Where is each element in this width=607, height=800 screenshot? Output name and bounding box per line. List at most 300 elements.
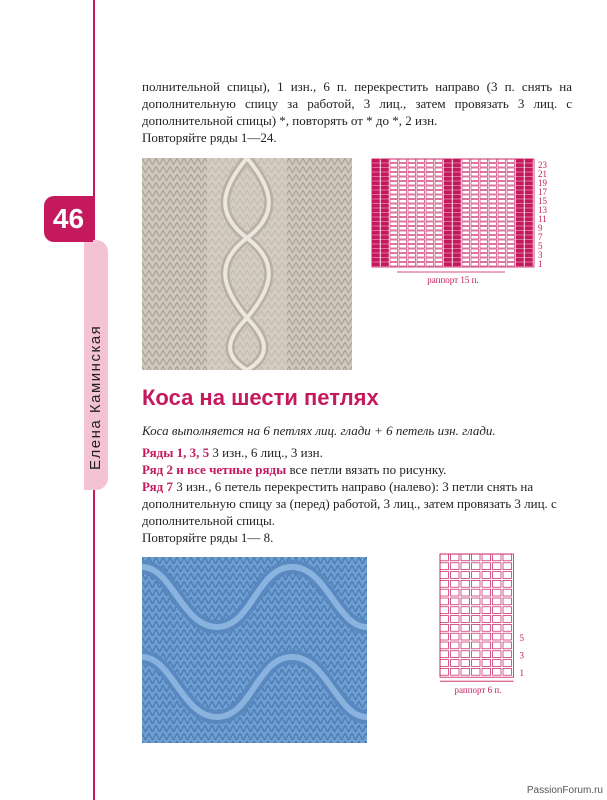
- chart1-cell: [471, 173, 479, 177]
- chart1-cell: [435, 227, 443, 231]
- chart2-cell: [461, 563, 470, 570]
- chart1-cell: [507, 159, 515, 163]
- chart1-cell: [516, 168, 524, 172]
- chart1-cell: [498, 227, 506, 231]
- chart2-cell: [461, 642, 470, 649]
- chart1-cell: [507, 249, 515, 253]
- chart1-cell: [480, 231, 488, 235]
- chart1-cell: [417, 218, 425, 222]
- chart1-cell: [435, 186, 443, 190]
- chart1-row-label: 15: [538, 196, 547, 206]
- chart1-row-label: 23: [538, 160, 547, 170]
- chart1-cell: [390, 200, 398, 204]
- chart1-cell: [399, 182, 407, 186]
- chart1-cell: [399, 177, 407, 181]
- chart1-cell: [444, 258, 452, 262]
- chart1-cell: [390, 245, 398, 249]
- chart1-cell: [444, 191, 452, 195]
- chart1-cell: [453, 191, 461, 195]
- chart2-cell: [472, 624, 481, 631]
- chart1-cell: [381, 159, 389, 163]
- chart1-cell: [516, 173, 524, 177]
- chart2-cell: [440, 660, 449, 667]
- chart1-cell: [381, 209, 389, 213]
- chart1-cell: [480, 240, 488, 244]
- chart1-cell: [417, 213, 425, 217]
- chart1-cell: [516, 200, 524, 204]
- chart2-cell: [440, 598, 449, 605]
- chart1-cell: [390, 173, 398, 177]
- chart1-cell: [489, 245, 497, 249]
- rows-1-3-5: [142, 444, 572, 461]
- chart1-cell: [417, 159, 425, 163]
- chart1-cell: [417, 231, 425, 235]
- chart1-cell: [516, 204, 524, 208]
- chart1-cell: [489, 209, 497, 213]
- chart1-cell: [453, 222, 461, 226]
- chart2-cell: [472, 589, 481, 596]
- chart1-cell: [462, 227, 470, 231]
- page-number: 46: [52, 203, 85, 234]
- chart1-cell: [426, 222, 434, 226]
- chart1-cell: [435, 200, 443, 204]
- chart1-cell: [525, 231, 533, 235]
- chart1-cell: [525, 240, 533, 244]
- chart1-cell: [426, 240, 434, 244]
- chart1-cell: [399, 249, 407, 253]
- chart1-cell: [507, 168, 515, 172]
- chart1-cell: [435, 213, 443, 217]
- chart2-cell: [482, 598, 491, 605]
- chart1-cell: [399, 209, 407, 213]
- chart2-cell: [461, 633, 470, 640]
- chart1-row-label: 13: [538, 205, 547, 215]
- chart1-cell: [408, 213, 416, 217]
- chart2-cell: [440, 589, 449, 596]
- chart1-cell: [426, 209, 434, 213]
- chart1-cell: [444, 231, 452, 235]
- chart1-row-label: 9: [538, 223, 543, 233]
- chart1-cell: [480, 177, 488, 181]
- chart1-cell: [462, 204, 470, 208]
- chart1-cell: [417, 240, 425, 244]
- chart1-cell: [507, 204, 515, 208]
- chart1-cell: [444, 182, 452, 186]
- chart1-cell: [399, 245, 407, 249]
- chart1-cell: [480, 200, 488, 204]
- chart1-cell: [462, 168, 470, 172]
- chart1-cell: [417, 173, 425, 177]
- chart1-cell: [408, 258, 416, 262]
- chart1-cell: [462, 240, 470, 244]
- chart1-cell: [462, 236, 470, 240]
- chart1-cell: [417, 236, 425, 240]
- knit-chart-1: [368, 155, 563, 290]
- chart2-cell: [503, 651, 512, 658]
- chart2-cell: [493, 651, 502, 658]
- chart1-cell: [498, 218, 506, 222]
- chart1-cell: [525, 173, 533, 177]
- chart1-cell: [498, 159, 506, 163]
- chart1-cell: [453, 213, 461, 217]
- chart1-cell: [507, 254, 515, 258]
- chart2-cell: [493, 580, 502, 587]
- chart2-cell: [503, 660, 512, 667]
- chart1-cell: [408, 263, 416, 267]
- chart1-cell: [372, 168, 380, 172]
- chart1-cell: [372, 209, 380, 213]
- chart2-cell: [461, 651, 470, 658]
- chart1-cell: [372, 204, 380, 208]
- chart1-cell: [444, 249, 452, 253]
- chart1-cell: [453, 245, 461, 249]
- chart1-cell: [372, 254, 380, 258]
- chart2-cell: [472, 598, 481, 605]
- chart2-cell: [472, 572, 481, 579]
- chart1-cell: [453, 164, 461, 168]
- chart1-cell: [498, 204, 506, 208]
- chart1-cell: [498, 249, 506, 253]
- chart1-cell: [444, 200, 452, 204]
- chart1-cell: [480, 249, 488, 253]
- chart1-cell: [471, 191, 479, 195]
- chart2-cell: [493, 642, 502, 649]
- chart2-cell: [493, 616, 502, 623]
- chart1-cell: [489, 249, 497, 253]
- chart1-cell: [408, 195, 416, 199]
- chart1-cell: [426, 173, 434, 177]
- chart1-cell: [444, 254, 452, 258]
- chart1-cell: [453, 263, 461, 267]
- chart1-cell: [498, 182, 506, 186]
- chart1-cell: [516, 258, 524, 262]
- chart1-cell: [399, 222, 407, 226]
- chart2-cell: [503, 624, 512, 631]
- chart1-cell: [489, 191, 497, 195]
- chart1-row-label: 3: [538, 250, 543, 260]
- chart1-cell: [408, 164, 416, 168]
- knit-chart-2: [438, 552, 538, 700]
- chart2-cell: [503, 598, 512, 605]
- chart1-cell: [525, 254, 533, 258]
- chart1-cell: [408, 245, 416, 249]
- chart1-cell: [417, 195, 425, 199]
- chart1-cell: [453, 227, 461, 231]
- chart1-cell: [516, 186, 524, 190]
- chart2-cell: [461, 607, 470, 614]
- chart1-cell: [408, 200, 416, 204]
- chart2-cell: [472, 563, 481, 570]
- chart1-cell: [399, 240, 407, 244]
- chart1-cell: [471, 204, 479, 208]
- chart2-cell: [482, 563, 491, 570]
- chart1-row-labels: [538, 160, 548, 269]
- chart1-cell: [507, 164, 515, 168]
- chart2-cell: [440, 563, 449, 570]
- chart1-cell: [417, 222, 425, 226]
- chart1-cell: [453, 240, 461, 244]
- chart1-cell: [453, 218, 461, 222]
- chart1-cell: [435, 164, 443, 168]
- chart1-cell: [417, 186, 425, 190]
- chart1-cell: [399, 258, 407, 262]
- chart2-cell: [493, 598, 502, 605]
- chart1-cell: [372, 218, 380, 222]
- chart2-cell: [472, 580, 481, 587]
- chart1-cell: [516, 177, 524, 181]
- chart1-cell: [462, 209, 470, 213]
- chart1-cell: [408, 204, 416, 208]
- chart1-cell: [480, 164, 488, 168]
- chart1-grid: [372, 159, 534, 272]
- chart1-cell: [462, 245, 470, 249]
- chart1-cell: [390, 258, 398, 262]
- chart2-cell: [493, 624, 502, 631]
- chart1-cell: [471, 222, 479, 226]
- chart2-cell: [482, 580, 491, 587]
- chart1-cell: [399, 231, 407, 235]
- chart1-cell: [507, 218, 515, 222]
- chart1-cell: [435, 173, 443, 177]
- chart1-cell: [525, 182, 533, 186]
- chart1-cell: [372, 159, 380, 163]
- chart1-cell: [426, 227, 434, 231]
- section1-text: [142, 78, 572, 146]
- chart1-cell: [399, 227, 407, 231]
- chart1-cell: [390, 222, 398, 226]
- chart1-cell: [408, 236, 416, 240]
- knit-photo-beige: [142, 158, 352, 370]
- chart1-cell: [435, 258, 443, 262]
- chart1-cell: [435, 195, 443, 199]
- chart1-cell: [372, 236, 380, 240]
- chart1-row-label: 11: [538, 214, 547, 224]
- section2-title: Коса на шести петлях: [142, 385, 379, 410]
- row-7-label: Ряд 7: [142, 479, 173, 494]
- chart1-cell: [516, 249, 524, 253]
- chart1-cell: [489, 186, 497, 190]
- chart1-cell: [453, 182, 461, 186]
- chart1-cell: [507, 240, 515, 244]
- chart1-cell: [489, 195, 497, 199]
- chart1-cell: [498, 263, 506, 267]
- chart1-cell: [372, 164, 380, 168]
- chart1-cell: [390, 227, 398, 231]
- chart1-cell: [426, 236, 434, 240]
- chart1-cell: [489, 213, 497, 217]
- chart2-cell: [440, 616, 449, 623]
- chart1-cell: [417, 258, 425, 262]
- chart2-cell: [493, 607, 502, 614]
- chart1-cell: [381, 222, 389, 226]
- chart1-cell: [408, 240, 416, 244]
- chart2-row-label: 5: [519, 633, 524, 643]
- chart2-cell: [440, 624, 449, 631]
- chart1-cell: [426, 186, 434, 190]
- section2-text: [142, 422, 572, 546]
- chart1-cell: [489, 159, 497, 163]
- chart1-cell: [498, 222, 506, 226]
- chart1-cell: [507, 245, 515, 249]
- chart2-cell: [482, 616, 491, 623]
- chart2-cell: [440, 607, 449, 614]
- chart1-cell: [507, 173, 515, 177]
- chart1-cell: [390, 213, 398, 217]
- chart2-cell: [482, 589, 491, 596]
- chart2-cell: [482, 624, 491, 631]
- chart1-cell: [489, 263, 497, 267]
- chart1-cell: [498, 168, 506, 172]
- chart1-row-label: 17: [538, 187, 547, 197]
- chart1-cell: [507, 222, 515, 226]
- chart1-cell: [471, 159, 479, 163]
- chart1-cell: [516, 240, 524, 244]
- chart2-cell: [482, 668, 491, 675]
- chart1-cell: [417, 182, 425, 186]
- chart1-cell: [453, 204, 461, 208]
- chart1-cell: [426, 258, 434, 262]
- chart1-cell: [390, 182, 398, 186]
- chart1-cell: [462, 182, 470, 186]
- chart1-cell: [489, 204, 497, 208]
- chart1-row-label: 19: [538, 178, 547, 188]
- chart2-cell: [440, 554, 449, 561]
- chart1-cell: [525, 200, 533, 204]
- chart1-cell: [390, 240, 398, 244]
- chart2-cell: [503, 554, 512, 561]
- chart1-cell: [489, 177, 497, 181]
- chart1-row-label: 21: [538, 169, 547, 179]
- chart2-cell: [451, 651, 460, 658]
- chart1-cell: [399, 236, 407, 240]
- chart1-cell: [453, 249, 461, 253]
- chart1-cell: [426, 177, 434, 181]
- chart1-cell: [489, 200, 497, 204]
- chart1-cell: [480, 245, 488, 249]
- chart1-cell: [390, 164, 398, 168]
- chart1-cell: [426, 249, 434, 253]
- author-name: Елена Каминская: [87, 324, 104, 470]
- chart1-cell: [444, 245, 452, 249]
- chart2-cell: [451, 642, 460, 649]
- chart2-cell: [451, 624, 460, 631]
- chart1-cell: [381, 227, 389, 231]
- chart1-cell: [516, 222, 524, 226]
- chart1-cell: [381, 182, 389, 186]
- chart1-cell: [399, 168, 407, 172]
- chart1-cell: [480, 209, 488, 213]
- chart2-cell: [461, 589, 470, 596]
- chart1-cell: [435, 254, 443, 258]
- chart1-cell: [453, 195, 461, 199]
- chart1-cell: [462, 191, 470, 195]
- chart2-cell: [493, 668, 502, 675]
- chart1-cell: [390, 236, 398, 240]
- chart2-cell: [461, 668, 470, 675]
- chart1-cell: [381, 263, 389, 267]
- chart1-cell: [381, 200, 389, 204]
- chart1-cell: [417, 200, 425, 204]
- chart2-cell: [440, 651, 449, 658]
- chart1-cell: [498, 231, 506, 235]
- chart2-cell: [451, 572, 460, 579]
- chart1-cell: [516, 245, 524, 249]
- chart1-cell: [516, 231, 524, 235]
- chart2-cell: [461, 572, 470, 579]
- chart1-cell: [444, 263, 452, 267]
- chart1-cell: [453, 258, 461, 262]
- chart1-cell: [471, 245, 479, 249]
- chart1-cell: [390, 254, 398, 258]
- chart1-cell: [453, 186, 461, 190]
- chart1-cell: [381, 231, 389, 235]
- chart1-cell: [462, 213, 470, 217]
- chart1-cell: [489, 231, 497, 235]
- chart2-cell: [503, 589, 512, 596]
- chart2-cell: [503, 563, 512, 570]
- chart1-cell: [525, 168, 533, 172]
- chart1-cell: [471, 236, 479, 240]
- chart1-cell: [444, 168, 452, 172]
- chart1-cell: [408, 173, 416, 177]
- chart1-cell: [372, 249, 380, 253]
- chart1-cell: [498, 177, 506, 181]
- chart1-cell: [525, 258, 533, 262]
- chart1-cell: [525, 209, 533, 213]
- chart1-cell: [507, 213, 515, 217]
- chart1-cell: [516, 254, 524, 258]
- chart1-cell: [462, 254, 470, 258]
- section1-paragraph: полнительной спицы), 1 изн., 6 п. перекрестить направо (3 п. снять на дополнительную спицу за работой, 3 лиц., затем провязать 3 лиц. с дополнительной спицы) *, повторять от * до *, 2 изн.: [142, 79, 572, 128]
- chart2-cell: [482, 572, 491, 579]
- chart1-cell: [372, 213, 380, 217]
- chart1-cell: [372, 245, 380, 249]
- chart2-cell: [472, 668, 481, 675]
- chart1-cell: [525, 195, 533, 199]
- chart1-cell: [444, 164, 452, 168]
- chart2-cell: [472, 660, 481, 667]
- chart1-cell: [489, 182, 497, 186]
- chart1-cell: [381, 177, 389, 181]
- chart1-cell: [507, 258, 515, 262]
- chart1-cell: [399, 186, 407, 190]
- chart1-cell: [525, 245, 533, 249]
- chart1-cell: [516, 236, 524, 240]
- chart1-cell: [399, 173, 407, 177]
- chart1-cell: [525, 222, 533, 226]
- chart1-cell: [480, 159, 488, 163]
- chart2-cell: [451, 616, 460, 623]
- chart1-cell: [471, 258, 479, 262]
- chart1-cell: [426, 204, 434, 208]
- chart1-cell: [480, 222, 488, 226]
- chart2-cell: [451, 660, 460, 667]
- chart1-cell: [471, 164, 479, 168]
- chart1-cell: [462, 177, 470, 181]
- chart1-cell: [507, 263, 515, 267]
- chart1-cell: [480, 263, 488, 267]
- chart1-cell: [489, 236, 497, 240]
- section2-intro: Коса выполняется на 6 петлях лиц. глади + 6 петель изн. глади.: [142, 423, 496, 438]
- chart1-cell: [525, 164, 533, 168]
- chart1-cell: [462, 173, 470, 177]
- chart1-cell: [507, 200, 515, 204]
- chart1-cell: [480, 173, 488, 177]
- chart1-cell: [408, 227, 416, 231]
- chart1-cell: [444, 159, 452, 163]
- chart1-cell: [462, 218, 470, 222]
- chart1-row-label: 5: [538, 241, 543, 251]
